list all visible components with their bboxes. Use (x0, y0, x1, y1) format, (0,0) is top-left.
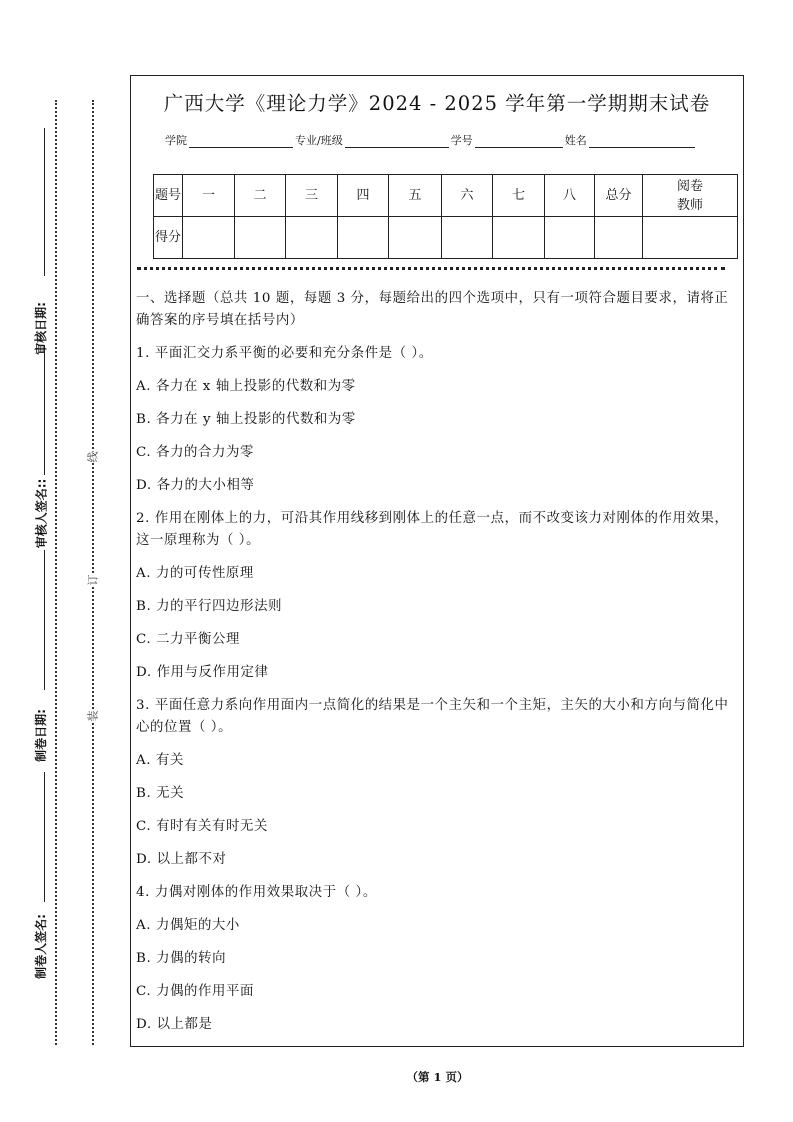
major-class-label: 专业/班级 (295, 134, 343, 147)
score-cell[interactable] (286, 217, 338, 259)
major-class-field[interactable] (345, 135, 449, 148)
score-table-header-row (154, 175, 738, 217)
col-1: 一 (183, 175, 235, 217)
student-id-field[interactable] (475, 135, 563, 148)
page-number: （第 1 页） (406, 1070, 469, 1084)
student-id-label: 学号 (450, 134, 473, 147)
row-label-question-number: 题号 (154, 175, 183, 217)
binding-mark-xian: 线 (83, 452, 103, 463)
review-date-label: 审核日期: (33, 302, 48, 355)
question-option: D. 以上都不对 (136, 852, 227, 867)
score-cell-grader[interactable] (643, 217, 738, 259)
score-cell[interactable] (442, 217, 493, 259)
question-option: A. 力的可传性原理 (136, 566, 254, 581)
seal-dotted-divider (137, 267, 725, 270)
signature-line (44, 550, 45, 690)
question-option: B. 无关 (136, 786, 185, 801)
score-cell-total[interactable] (595, 217, 643, 259)
question-option: B. 各力在 y 轴上投影的代数和为零 (136, 412, 356, 427)
question-option: C. 有时有关有时无关 (136, 819, 269, 834)
exam-title: 广西大学《理论力学》2024 - 2025 学年第一学期期末试卷 (163, 92, 711, 115)
binding-dotted-line-inner (92, 100, 94, 1045)
score-cell[interactable] (183, 217, 235, 259)
score-cell[interactable] (235, 217, 286, 259)
col-4: 四 (338, 175, 389, 217)
col-7: 七 (493, 175, 545, 217)
question-option: B. 力的平行四边形法则 (136, 599, 283, 614)
col-5: 五 (389, 175, 442, 217)
question-stem: 4. 力偶对刚体的作用效果取决于（ ）。 (136, 885, 377, 900)
name-field[interactable] (589, 135, 695, 148)
binding-mark-zhuang: 装 (83, 711, 103, 722)
binding-mark-ding: 订 (83, 575, 103, 586)
score-cell[interactable] (493, 217, 545, 259)
score-table (153, 174, 738, 259)
question-option: A. 各力在 x 轴上投影的代数和为零 (136, 379, 356, 394)
section-heading: 一、选择题（总共 10 题，每题 3 分，每题给出的四个选项中，只有一项符合题目要求，请将正确答案的序号填在括号内） (136, 291, 729, 328)
student-info-row (165, 132, 697, 148)
question-option: D. 以上都是 (136, 1017, 213, 1032)
question-option: D. 作用与反作用定律 (136, 665, 269, 680)
reviewer-signature-label: 审核人签名:: (34, 478, 49, 549)
col-6: 六 (442, 175, 493, 217)
score-cell[interactable] (338, 217, 389, 259)
row-label-score: 得分 (154, 217, 183, 259)
question-stem: 1. 平面汇交力系平衡的必要和充分条件是（ ）。 (136, 346, 433, 361)
col-3: 三 (286, 175, 338, 217)
signature-line (44, 345, 45, 475)
col-grader: 阅卷教师 (643, 175, 738, 217)
question-option: C. 二力平衡公理 (136, 632, 241, 647)
name-label: 姓名 (564, 134, 587, 147)
col-2: 二 (235, 175, 286, 217)
score-table-score-row (154, 217, 738, 259)
question-option: A. 力偶矩的大小 (136, 918, 240, 933)
col-8: 八 (545, 175, 595, 217)
col-total: 总分 (595, 175, 643, 217)
college-field[interactable] (189, 135, 293, 148)
college-label: 学院 (165, 134, 187, 147)
score-cell[interactable] (545, 217, 595, 259)
question-option: C. 力偶的作用平面 (136, 984, 255, 999)
compile-date-label: 制卷日期: (33, 709, 48, 762)
question-stem: 3. 平面任意力系向作用面内一点简化的结果是一个主矢和一个主矩，主矢的大小和方向与简化中心的位置（ ）。 (136, 698, 729, 735)
score-cell[interactable] (389, 217, 442, 259)
signature-line (44, 772, 45, 902)
exam-frame (130, 75, 744, 1047)
compiler-signature-label: 制卷人签名: (33, 914, 48, 979)
binding-dotted-line-outer (55, 100, 57, 1045)
question-option: B. 力偶的转向 (136, 951, 227, 966)
question-stem: 2. 作用在刚体上的力，可沿其作用线移到刚体上的任意一点，而不改变该力对刚体的作用效果，这一原理称为（ ）。 (136, 511, 729, 548)
signature-line (44, 128, 45, 276)
exam-body (136, 288, 741, 1047)
question-option: A. 有关 (136, 753, 184, 768)
question-option: C. 各力的合力为零 (136, 445, 255, 460)
question-option: D. 各力的大小相等 (136, 478, 255, 493)
